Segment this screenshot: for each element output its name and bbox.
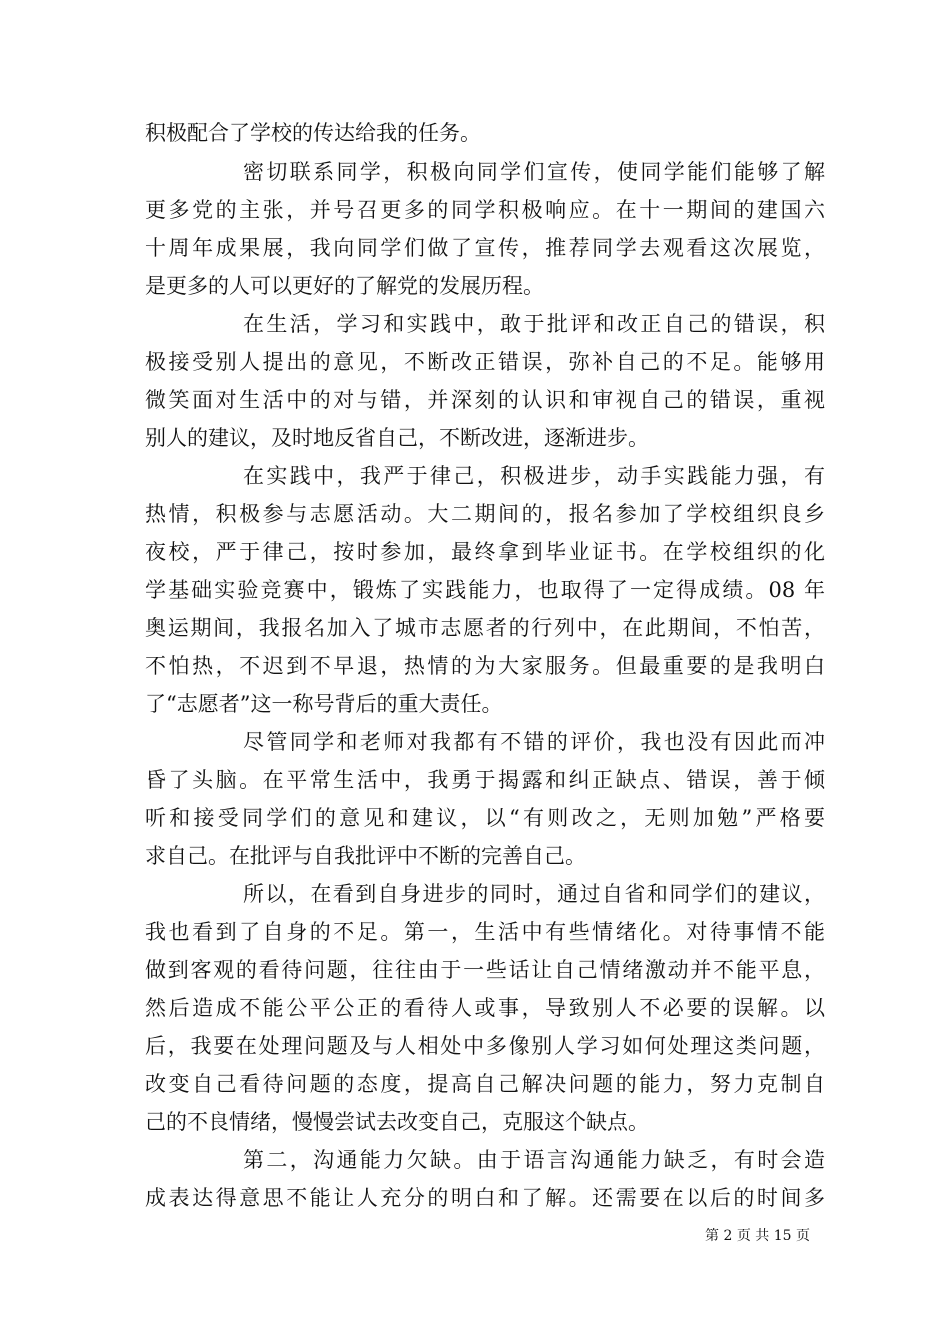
paragraph-first-line: 第二，沟通能力欠缺。由于语言沟通能力缺乏，有时会造 [243, 1148, 825, 1172]
text-line: 昏了头脑。在平常生活中，我勇于揭露和纠正缺点、错误，善于倾 [145, 768, 825, 792]
text-line: 后，我要在处理问题及与人相处中多像别人学习如何处理这类问题， [145, 1034, 825, 1058]
text-line: 成表达得意思不能让人充分的明白和了解。还需要在以后的时间多 [145, 1186, 825, 1210]
text-line: 改变自己看待问题的态度，提高自己解决问题的能力，努力克制自 [145, 1072, 825, 1096]
text-line: 求自己。在批评与自我批评中不断的完善自己。 [145, 844, 586, 868]
text-line: 然后造成不能公平公正的看待人或事，导致别人不必要的误解。以 [145, 996, 825, 1020]
text-line: 更多党的主张，并号召更多的同学积极响应。在十一期间的建国六 [145, 198, 825, 222]
text-line: 做到客观的看待问题，往往由于一些话让自己情绪激动并不能平息， [145, 958, 825, 982]
text-line: 夜校，严于律己，按时参加，最终拿到毕业证书。在学校组织的化 [145, 540, 825, 564]
paragraph-first-line: 尽管同学和老师对我都有不错的评价，我也没有因此而冲 [243, 730, 825, 754]
text-line: 了“志愿者”这一称号背后的重大责任。 [145, 692, 503, 716]
page-number: 第 2 页 共 15 页 [705, 1228, 810, 1244]
text-line: 己的不良情绪，慢慢尝试去改变自己，克服这个缺点。 [145, 1110, 649, 1134]
text-line: 微笑面对生活中的对与错，并深刻的认识和审视自己的错误，重视 [145, 388, 825, 412]
text-line: 极接受别人提出的意见，不断改正错误，弥补自己的不足。能够用 [145, 350, 825, 374]
text-line: 听和接受同学们的意见和建议，以“有则改之，无则加勉”严格要 [145, 806, 825, 830]
text-line: 是更多的人可以更好的了解党的发展历程。 [145, 274, 544, 298]
paragraph-first-line: 密切联系同学，积极向同学们宣传，使同学能们能够了解 [243, 160, 825, 184]
paragraph-first-line: 所以，在看到自身进步的同时，通过自省和同学们的建议， [243, 882, 825, 906]
text-line: 积极配合了学校的传达给我的任务。 [145, 121, 481, 145]
text-line: 奥运期间，我报名加入了城市志愿者的行列中，在此期间，不怕苦， [145, 616, 825, 640]
text-line: 学基础实验竞赛中，锻炼了实践能力，也取得了一定得成绩。08 年 [145, 578, 825, 602]
text-line: 不怕热，不迟到不早退，热情的为大家服务。但最重要的是我明白 [145, 654, 825, 678]
text-line: 热情，积极参与志愿活动。大二期间的，报名参加了学校组织良乡 [145, 502, 825, 526]
paragraph-first-line: 在生活，学习和实践中，敢于批评和改正自己的错误，积 [243, 312, 825, 336]
text-line: 我也看到了自身的不足。第一，生活中有些情绪化。对待事情不能 [145, 920, 825, 944]
text-line: 十周年成果展，我向同学们做了宣传，推荐同学去观看这次展览， [145, 236, 825, 260]
text-line: 别人的建议，及时地反省自己，不断改进，逐渐进步。 [145, 426, 649, 450]
paragraph-first-line: 在实践中，我严于律己，积极进步，动手实践能力强，有 [243, 464, 825, 488]
